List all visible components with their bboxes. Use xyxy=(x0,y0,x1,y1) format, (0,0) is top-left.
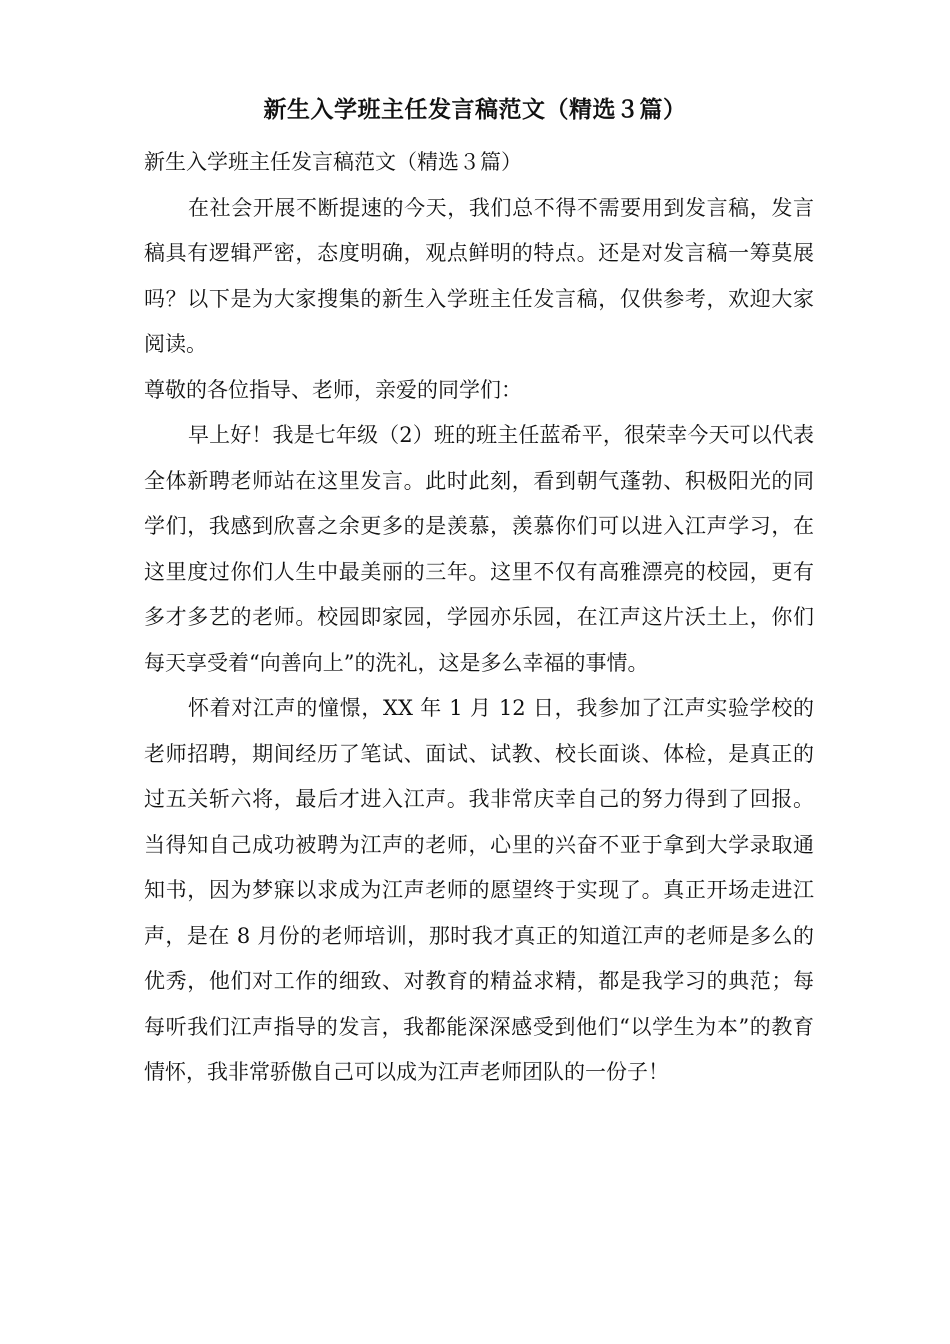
greeting-paragraph: 早上好！我是七年级（2）班的班主任蓝希平，很荣幸今天可以代表全体新聘老师站在这里发言。此时此刻，看到朝气蓬勃、积极阳光的同学们，我感到欣喜之余更多的是羡慕，羡慕你们可以进入江声学习，在这里度过你们人生中最美丽的三年。这里不仅有高雅漂亮的校园，更有多才多艺的老师。校园即家园，学园亦乐园，在江声这片沃土上，你们每天享受着“向善向上”的洗礼，这是多么幸福的事情。 xyxy=(144,423,814,675)
salutation-paragraph: 尊敬的各位指导、老师，亲爱的同学们： xyxy=(144,377,522,402)
intro-paragraph: 在社会开展不断提速的今天，我们总不得不需要用到发言稿，发言稿具有逻辑严密，态度明确，观点鲜明的特点。还是对发言稿一筹莫展吗？以下是为大家搜集的新生入学班主任发言稿，仅供参考，欢迎大家阅读。 xyxy=(144,195,814,356)
subtitle-paragraph: 新生入学班主任发言稿范文（精选３篇） xyxy=(144,150,522,174)
document-body xyxy=(144,140,814,1096)
experience-paragraph: 怀着对江声的憧憬，XX 年 1 月 12 日，我参加了江声实验学校的老师招聘，期间经历了笔试、面试、试教、校长面谈、体检，是真正的过五关斩六将，最后才进入江声。我非常庆幸自己的努力得到了回报。当得知自己成功被聘为江声的老师，心里的兴奋不亚于拿到大学录取通知书，因为梦寐以求成为江声老师的愿望终于实现了。真正开场走进江声，是在 8 月份的老师培训，那时我才真正的知道江声的老师是多么的优秀，他们对工作的细致、对教育的精益求精，都是我学习的典范；每每听我们江声指导的发言，我都能深深感受到他们“以学生为本”的教育情怀，我非常骄傲自己可以成为江声老师团队的一份子！ xyxy=(144,696,814,1084)
document-title: 新生入学班主任发言稿范文（精选３篇） xyxy=(263,96,687,123)
